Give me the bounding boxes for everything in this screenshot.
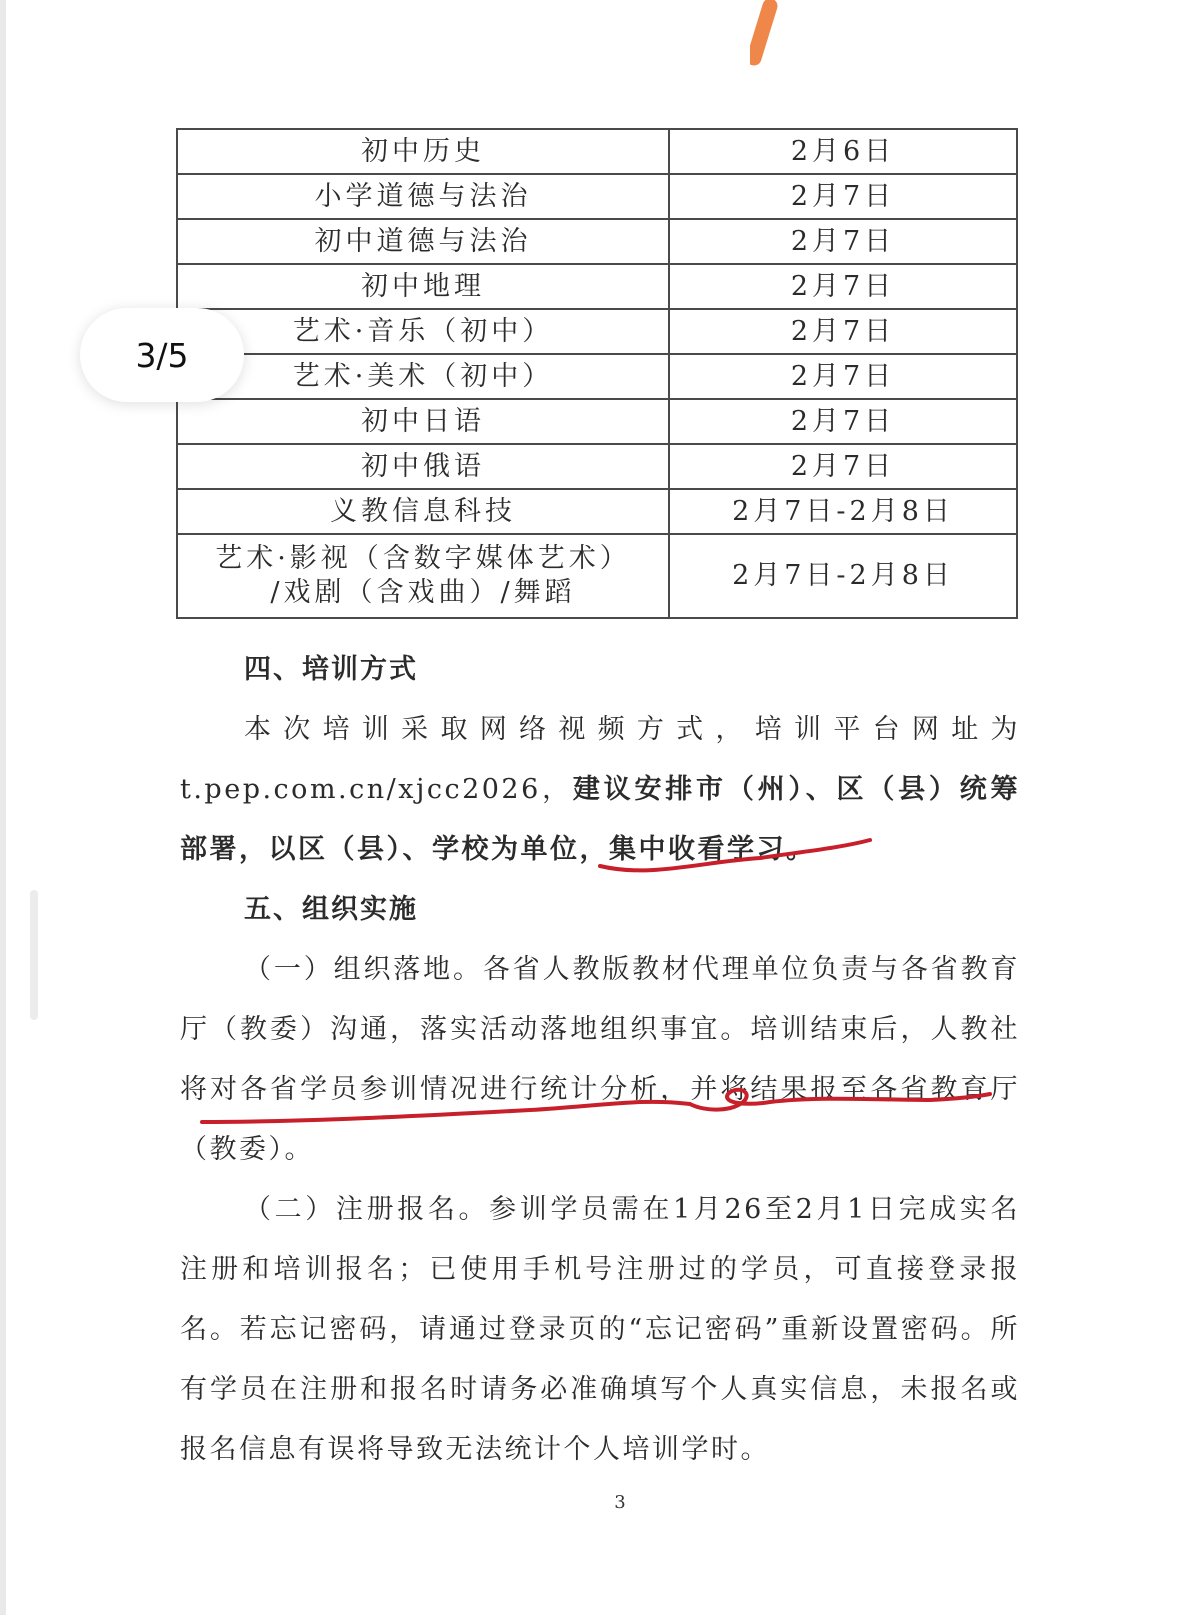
table-row: [177, 534, 1017, 618]
date-cell: 2月6日: [669, 129, 1017, 174]
date-cell: 2月7日: [669, 264, 1017, 309]
section-paragraph: （二）注册报名。参训学员需在1月26至2月1日完成实名注册和培训报名；已使用手机号注册过的学员，可直接登录报名。若忘记密码，请通过登录页的“忘记密码”重新设置密码。所有学员在注册和报名时请务必准确填写个人真实信息，未报名或报名信息有误将导致无法统计个人培训学时。: [180, 1194, 1020, 1465]
section-paragraph: （一）组织落地。各省人教版教材代理单位负责与各省教育厅（教委）沟通，落实活动落地组织事宜。培训结束后，人教社将对各省学员参训情况进行统计分析，并将结果报至各省教育厅（教委）。: [180, 954, 1020, 1165]
subject-cell: 初中日语: [177, 399, 669, 444]
table-row: [177, 399, 1017, 444]
section-heading: 五、组织实施: [244, 894, 418, 925]
subject-cell: 义教信息科技: [177, 489, 669, 534]
date-cell: 2月7日: [669, 399, 1017, 444]
subject-cell: 小学道德与法治: [177, 174, 669, 219]
subject-cell: [177, 534, 669, 618]
date-cell: 2月7日-2月8日: [669, 534, 1017, 618]
section-heading: 四、培训方式: [244, 654, 418, 685]
viewer-left-edge: [0, 0, 6, 1615]
subject-cell: 艺术·美术（初中）: [177, 354, 669, 399]
date-cell: 2月7日: [669, 444, 1017, 489]
table-row: [177, 444, 1017, 489]
table-row: [177, 264, 1017, 309]
page-indicator: 3/5: [80, 308, 244, 402]
schedule-table: [176, 128, 1018, 619]
subject-line: /戏剧（含戏曲）/舞蹈: [270, 577, 576, 608]
table-row: [177, 219, 1017, 264]
document-body: [180, 640, 1020, 1480]
subject-cell: 初中地理: [177, 264, 669, 309]
page-number: 3: [614, 1492, 626, 1513]
table-row: [177, 354, 1017, 399]
date-cell: 2月7日-2月8日: [669, 489, 1017, 534]
paragraph-text: 本次培训采取网络视频方式，培训平台网址为t.pep.com.cn/xjcc2026，: [180, 714, 1020, 805]
table-row: [177, 129, 1017, 174]
paragraph-bold-text: 建议安排市（州）、区（县）统筹部署，以区（县）、学校为单位，集中收看学习。: [180, 774, 1020, 865]
date-cell: 2月7日: [669, 174, 1017, 219]
date-cell: 2月7日: [669, 309, 1017, 354]
table-row: [177, 309, 1017, 354]
subject-cell: 初中历史: [177, 129, 669, 174]
section-paragraph: [180, 700, 1020, 880]
table-row: [177, 174, 1017, 219]
date-cell: 2月7日: [669, 354, 1017, 399]
subject-cell: 初中俄语: [177, 444, 669, 489]
scroll-handle[interactable]: [30, 890, 38, 1020]
subject-line: 艺术·影视（含数字媒体艺术）: [215, 543, 631, 575]
subject-cell: 初中道德与法治: [177, 219, 669, 264]
table-row: [177, 489, 1017, 534]
subject-cell: 艺术·音乐（初中）: [177, 309, 669, 354]
date-cell: 2月7日: [669, 219, 1017, 264]
orange-pen-stroke: [750, 0, 790, 80]
